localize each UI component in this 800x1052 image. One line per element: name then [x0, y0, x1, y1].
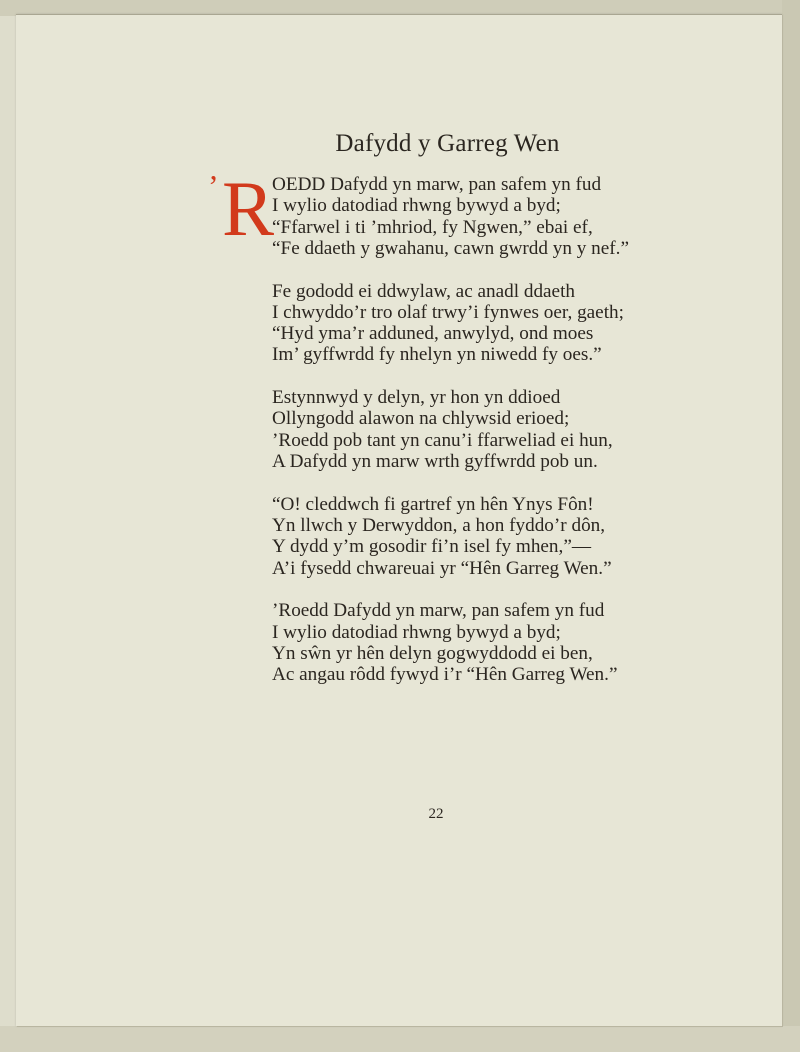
dropcap-letter: R	[222, 165, 275, 252]
page-edge-bottom	[0, 1026, 800, 1052]
poem-line: Im’ gyffwrdd fy nhelyn yn niwedd fy oes.”	[272, 344, 602, 366]
poem-line: ’Roedd pob tant yn canu’i ffarweliad ei hun,	[272, 429, 613, 451]
poem-line: “Ffarwel i ti ’mhriod, fy Ngwen,” ebai ef,	[272, 216, 593, 238]
poem-title: Dafydd y Garreg Wen	[335, 130, 560, 157]
page-number: 22	[428, 806, 444, 822]
poem-line: I wylio datodiad rhwng bywyd a byd;	[272, 621, 561, 643]
poem-line: A’i fysedd chwareuai yr “Hên Garreg Wen.”	[272, 557, 612, 579]
stanza-1	[272, 174, 629, 259]
poem-line: “Fe ddaeth y gwahanu, cawn gwrdd yn y nef.”	[272, 237, 629, 259]
stanza-5	[272, 600, 629, 685]
poem-line: OEDD Dafydd yn marw, pan safem yn fud	[272, 174, 602, 195]
poem-line: Ollyngodd alawon na chlywsid erioed;	[272, 408, 570, 430]
poem-line: Y dydd y’m gosodir fi’n isel fy mhen,”—	[272, 536, 592, 558]
dropcap-apostrophe: ’	[208, 168, 219, 204]
stanza-2	[272, 281, 629, 366]
poem-line: I chwyddo’r tro olaf trwy’i fynwes oer, gaeth;	[272, 301, 624, 323]
poem-line: ’Roedd Dafydd yn marw, pan safem yn fud	[272, 600, 605, 622]
stanza-4	[272, 494, 629, 579]
poem-body	[272, 174, 629, 707]
poem-line: A Dafydd yn marw wrth gyffwrdd pob un.	[272, 451, 598, 473]
poem-line: Fe gododd ei ddwylaw, ac anadl ddaeth	[272, 280, 575, 302]
page-top-rule	[16, 14, 782, 15]
poem-line: “Hyd yma’r adduned, anwylyd, ond moes	[272, 323, 594, 345]
poem-line: Ac angau rôdd fywyd i’r “Hên Garreg Wen.”	[272, 664, 618, 686]
poem-line: “O! cleddwch fi gartref yn hên Ynys Fôn!	[272, 493, 594, 515]
poem-line: Yn llwch y Derwyddon, a hon fyddo’r dôn,	[272, 515, 606, 537]
poem-line: Yn sŵn yr hên delyn gogwyddodd ei ben,	[272, 642, 593, 664]
stanza-3	[272, 387, 629, 472]
poem-line: Estynnwyd y delyn, yr hon yn ddioed	[272, 387, 561, 409]
poem-line: I wylio datodiad rhwng bywyd a byd;	[272, 195, 561, 217]
